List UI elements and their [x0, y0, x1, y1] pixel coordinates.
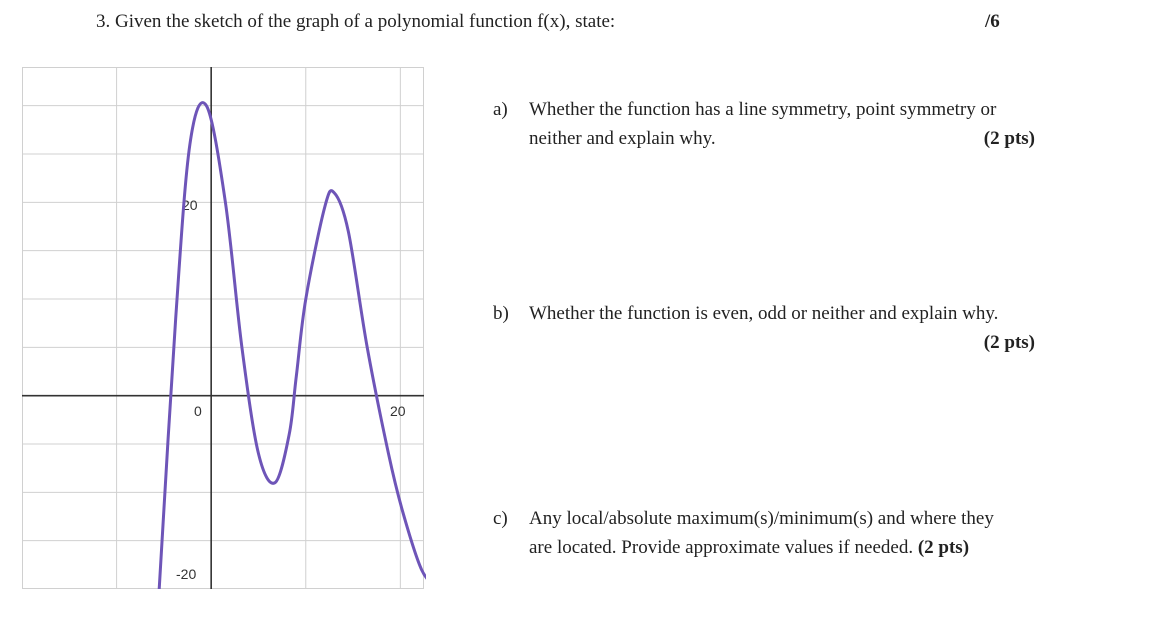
question-a-points: (2 pts) [983, 128, 1035, 149]
question-c-letter: c) [493, 508, 508, 529]
x-tick-label-20: 20 [390, 403, 406, 419]
question-b-line1: Whether the function is even, odd or neither and explain why. [529, 303, 999, 324]
origin-label: 0 [194, 403, 202, 419]
question-a-line2: neither and explain why. [529, 128, 716, 149]
polynomial-curve [159, 103, 426, 589]
polynomial-graph [22, 67, 426, 589]
question-a-line1: Whether the function has a line symmetry, point symmetry or [529, 99, 997, 120]
question-b-letter: b) [493, 303, 509, 324]
question-a-letter: a) [493, 99, 508, 120]
y-tick-label-minus-20: -20 [176, 566, 197, 582]
question-b-points: (2 pts) [983, 332, 1035, 353]
question-c-line2: are located. Provide approximate values if needed. [529, 537, 914, 558]
graph-svg [22, 67, 426, 589]
score-label: /6 [985, 11, 1000, 32]
y-tick-label-20: 20 [182, 197, 198, 213]
page-header [96, 10, 1016, 40]
question-c-points: (2 pts) [917, 537, 970, 558]
question-title: 3. Given the sketch of the graph of a polynomial function f(x), state: [96, 11, 616, 32]
question-c-line1: Any local/absolute maximum(s)/minimum(s) and where they [529, 508, 994, 529]
